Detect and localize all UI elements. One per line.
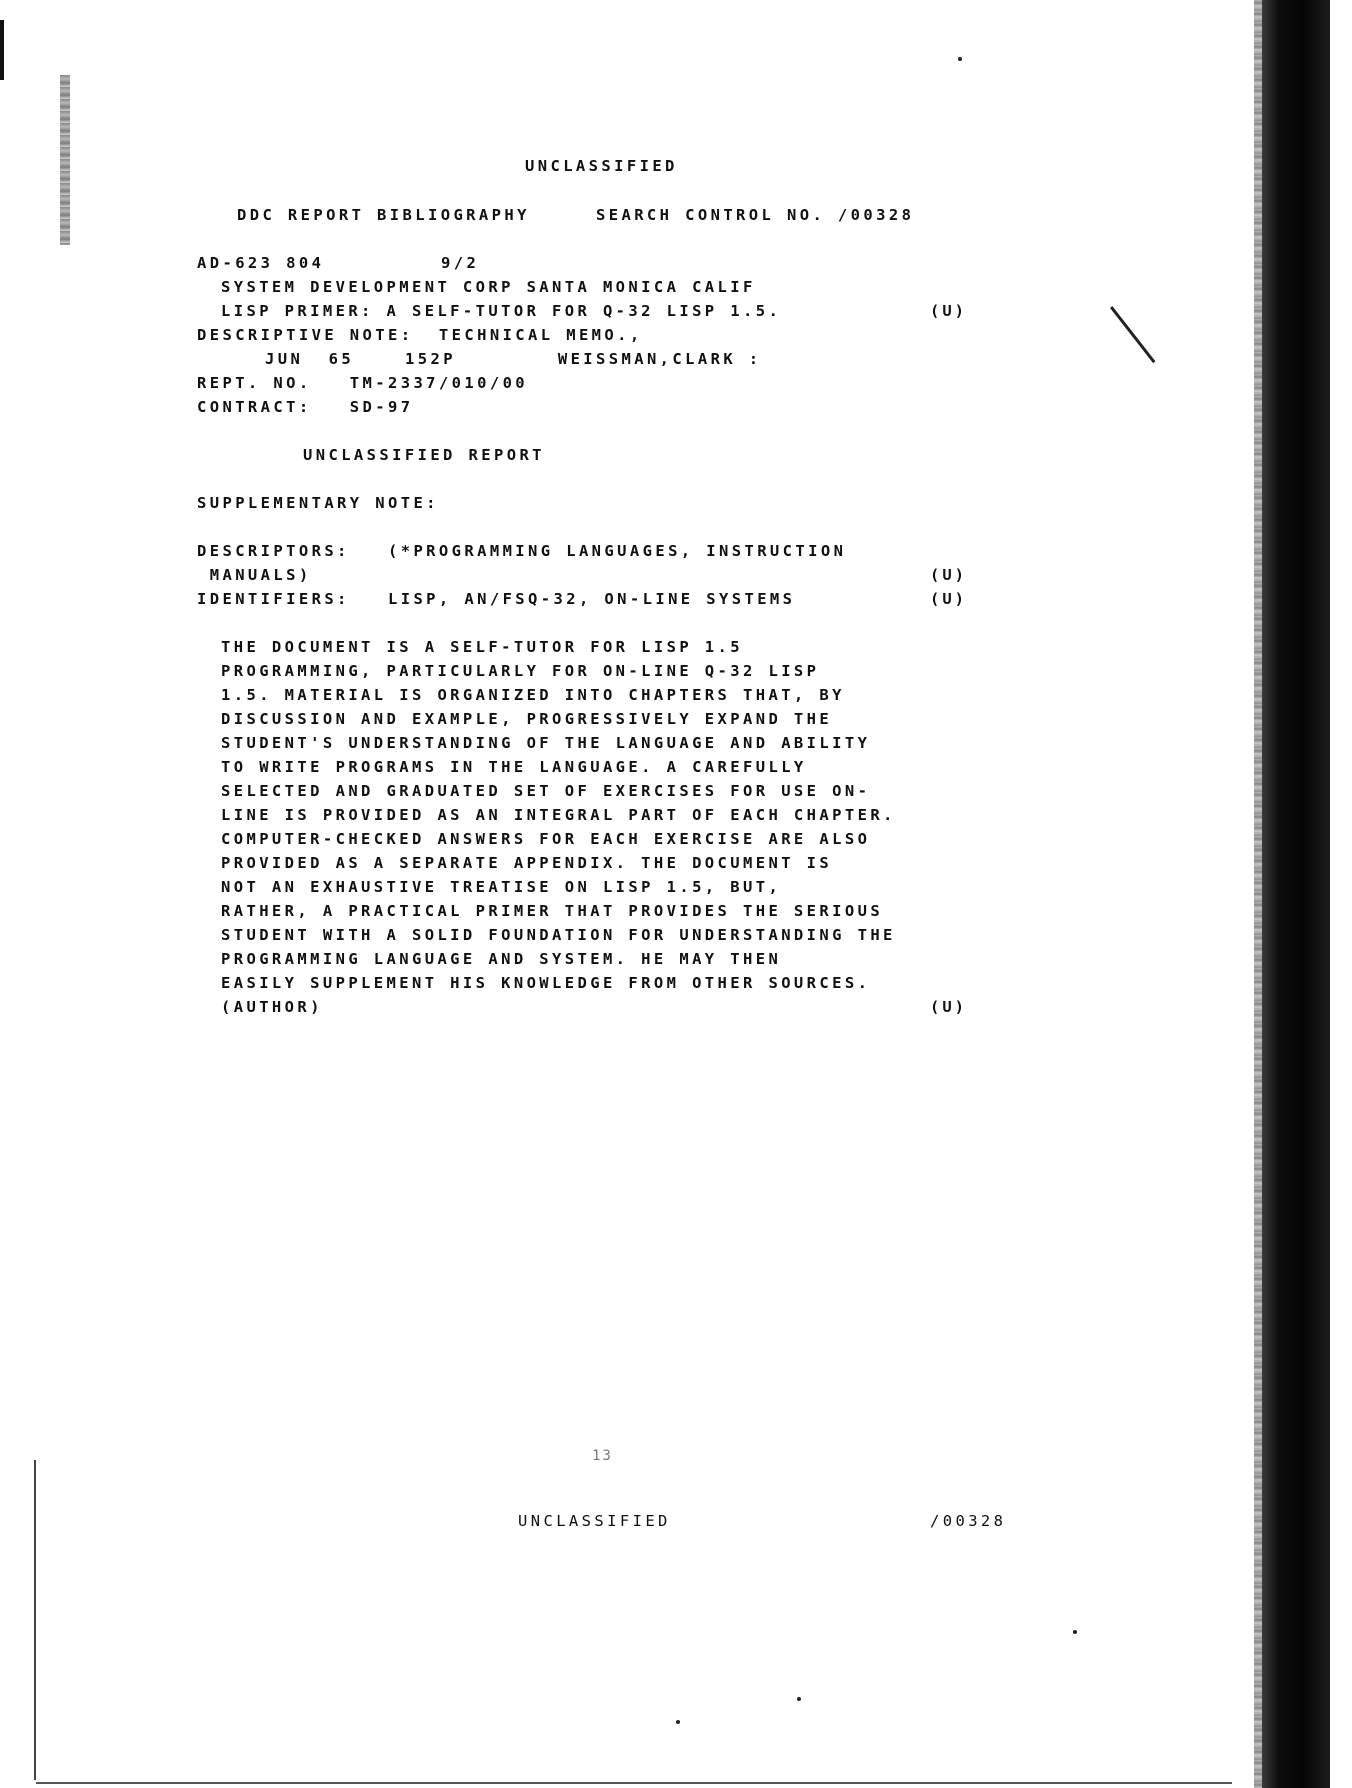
report-classification: UNCLASSIFIED REPORT: [303, 446, 545, 464]
footer-classification: UNCLASSIFIED: [518, 1512, 671, 1530]
abstract-classification: (U): [930, 998, 967, 1016]
contract-number: CONTRACT: SD-97: [197, 398, 414, 416]
abstract-line: PROGRAMMING LANGUAGE AND SYSTEM. HE MAY THEN: [221, 950, 782, 968]
identifiers: IDENTIFIERS: LISP, AN/FSQ-32, ON-LINE SYSTEMS: [197, 590, 796, 608]
search-control-number: SEARCH CONTROL NO. /00328: [596, 206, 915, 224]
title-classification: (U): [930, 302, 967, 320]
pen-mark: [1110, 306, 1155, 363]
descriptors-line-2: MANUALS): [197, 566, 312, 584]
supplementary-note: SUPPLEMENTARY NOTE:: [197, 494, 439, 512]
abstract-line: DISCUSSION AND EXAMPLE, PROGRESSIVELY EXPAND THE: [221, 710, 833, 728]
field-group: 9/2: [441, 254, 480, 272]
abstract-line: COMPUTER-CHECKED ANSWERS FOR EACH EXERCISE ARE ALSO: [221, 830, 871, 848]
scan-bottom-edge: [36, 1782, 1236, 1784]
date-pages-author: JUN 65 152P WEISSMAN,CLARK :: [265, 350, 762, 368]
speck: [797, 1697, 801, 1701]
speck: [958, 57, 962, 61]
abstract-line: PROVIDED AS A SEPARATE APPENDIX. THE DOCUMENT IS: [221, 854, 833, 872]
speck: [1073, 1630, 1077, 1634]
abstract-line: NOT AN EXHAUSTIVE TREATISE ON LISP 1.5, BUT,: [221, 878, 782, 896]
identifiers-classification: (U): [930, 590, 967, 608]
scan-left-edge: [34, 1460, 36, 1780]
scan-binding-shadow: [60, 75, 70, 245]
abstract-line: TO WRITE PROGRAMS IN THE LANGUAGE. A CAREFULLY: [221, 758, 807, 776]
abstract-line: EASILY SUPPLEMENT HIS KNOWLEDGE FROM OTHER SOURCES.: [221, 974, 871, 992]
page-number: 13: [592, 1448, 613, 1464]
abstract-line: 1.5. MATERIAL IS ORGANIZED INTO CHAPTERS THAT, BY: [221, 686, 845, 704]
abstract-line: PROGRAMMING, PARTICULARLY FOR ON-LINE Q-32 LISP: [221, 662, 820, 680]
scan-edge-mark: [0, 20, 18, 80]
abstract-line: STUDENT WITH A SOLID FOUNDATION FOR UNDERSTANDING THE: [221, 926, 896, 944]
descriptive-note: DESCRIPTIVE NOTE: TECHNICAL MEMO.,: [197, 326, 643, 344]
ad-number: AD-623 804: [197, 254, 325, 272]
corporate-source: SYSTEM DEVELOPMENT CORP SANTA MONICA CALIF: [221, 278, 756, 296]
bibliography-title: DDC REPORT BIBLIOGRAPHY: [237, 206, 530, 224]
descriptors-classification: (U): [930, 566, 967, 584]
abstract-line: (AUTHOR): [221, 998, 323, 1016]
report-number: REPT. NO. TM-2337/010/00: [197, 374, 529, 392]
descriptors-line-1: DESCRIPTORS: (*PROGRAMMING LANGUAGES, INSTRUCTION: [197, 542, 847, 560]
footer-control-number: /00328: [930, 1512, 1007, 1530]
header-classification: UNCLASSIFIED: [525, 157, 678, 175]
abstract-line: LINE IS PROVIDED AS AN INTEGRAL PART OF EACH CHAPTER.: [221, 806, 896, 824]
abstract-line: RATHER, A PRACTICAL PRIMER THAT PROVIDES THE SERIOUS: [221, 902, 884, 920]
speck: [676, 1720, 680, 1724]
abstract-line: STUDENT'S UNDERSTANDING OF THE LANGUAGE AND ABILITY: [221, 734, 871, 752]
scan-right-border: [1232, 0, 1352, 1788]
report-title: LISP PRIMER: A SELF-TUTOR FOR Q-32 LISP 1.5.: [221, 302, 782, 320]
abstract-line: THE DOCUMENT IS A SELF-TUTOR FOR LISP 1.5: [221, 638, 744, 656]
abstract-line: SELECTED AND GRADUATED SET OF EXERCISES FOR USE ON-: [221, 782, 871, 800]
